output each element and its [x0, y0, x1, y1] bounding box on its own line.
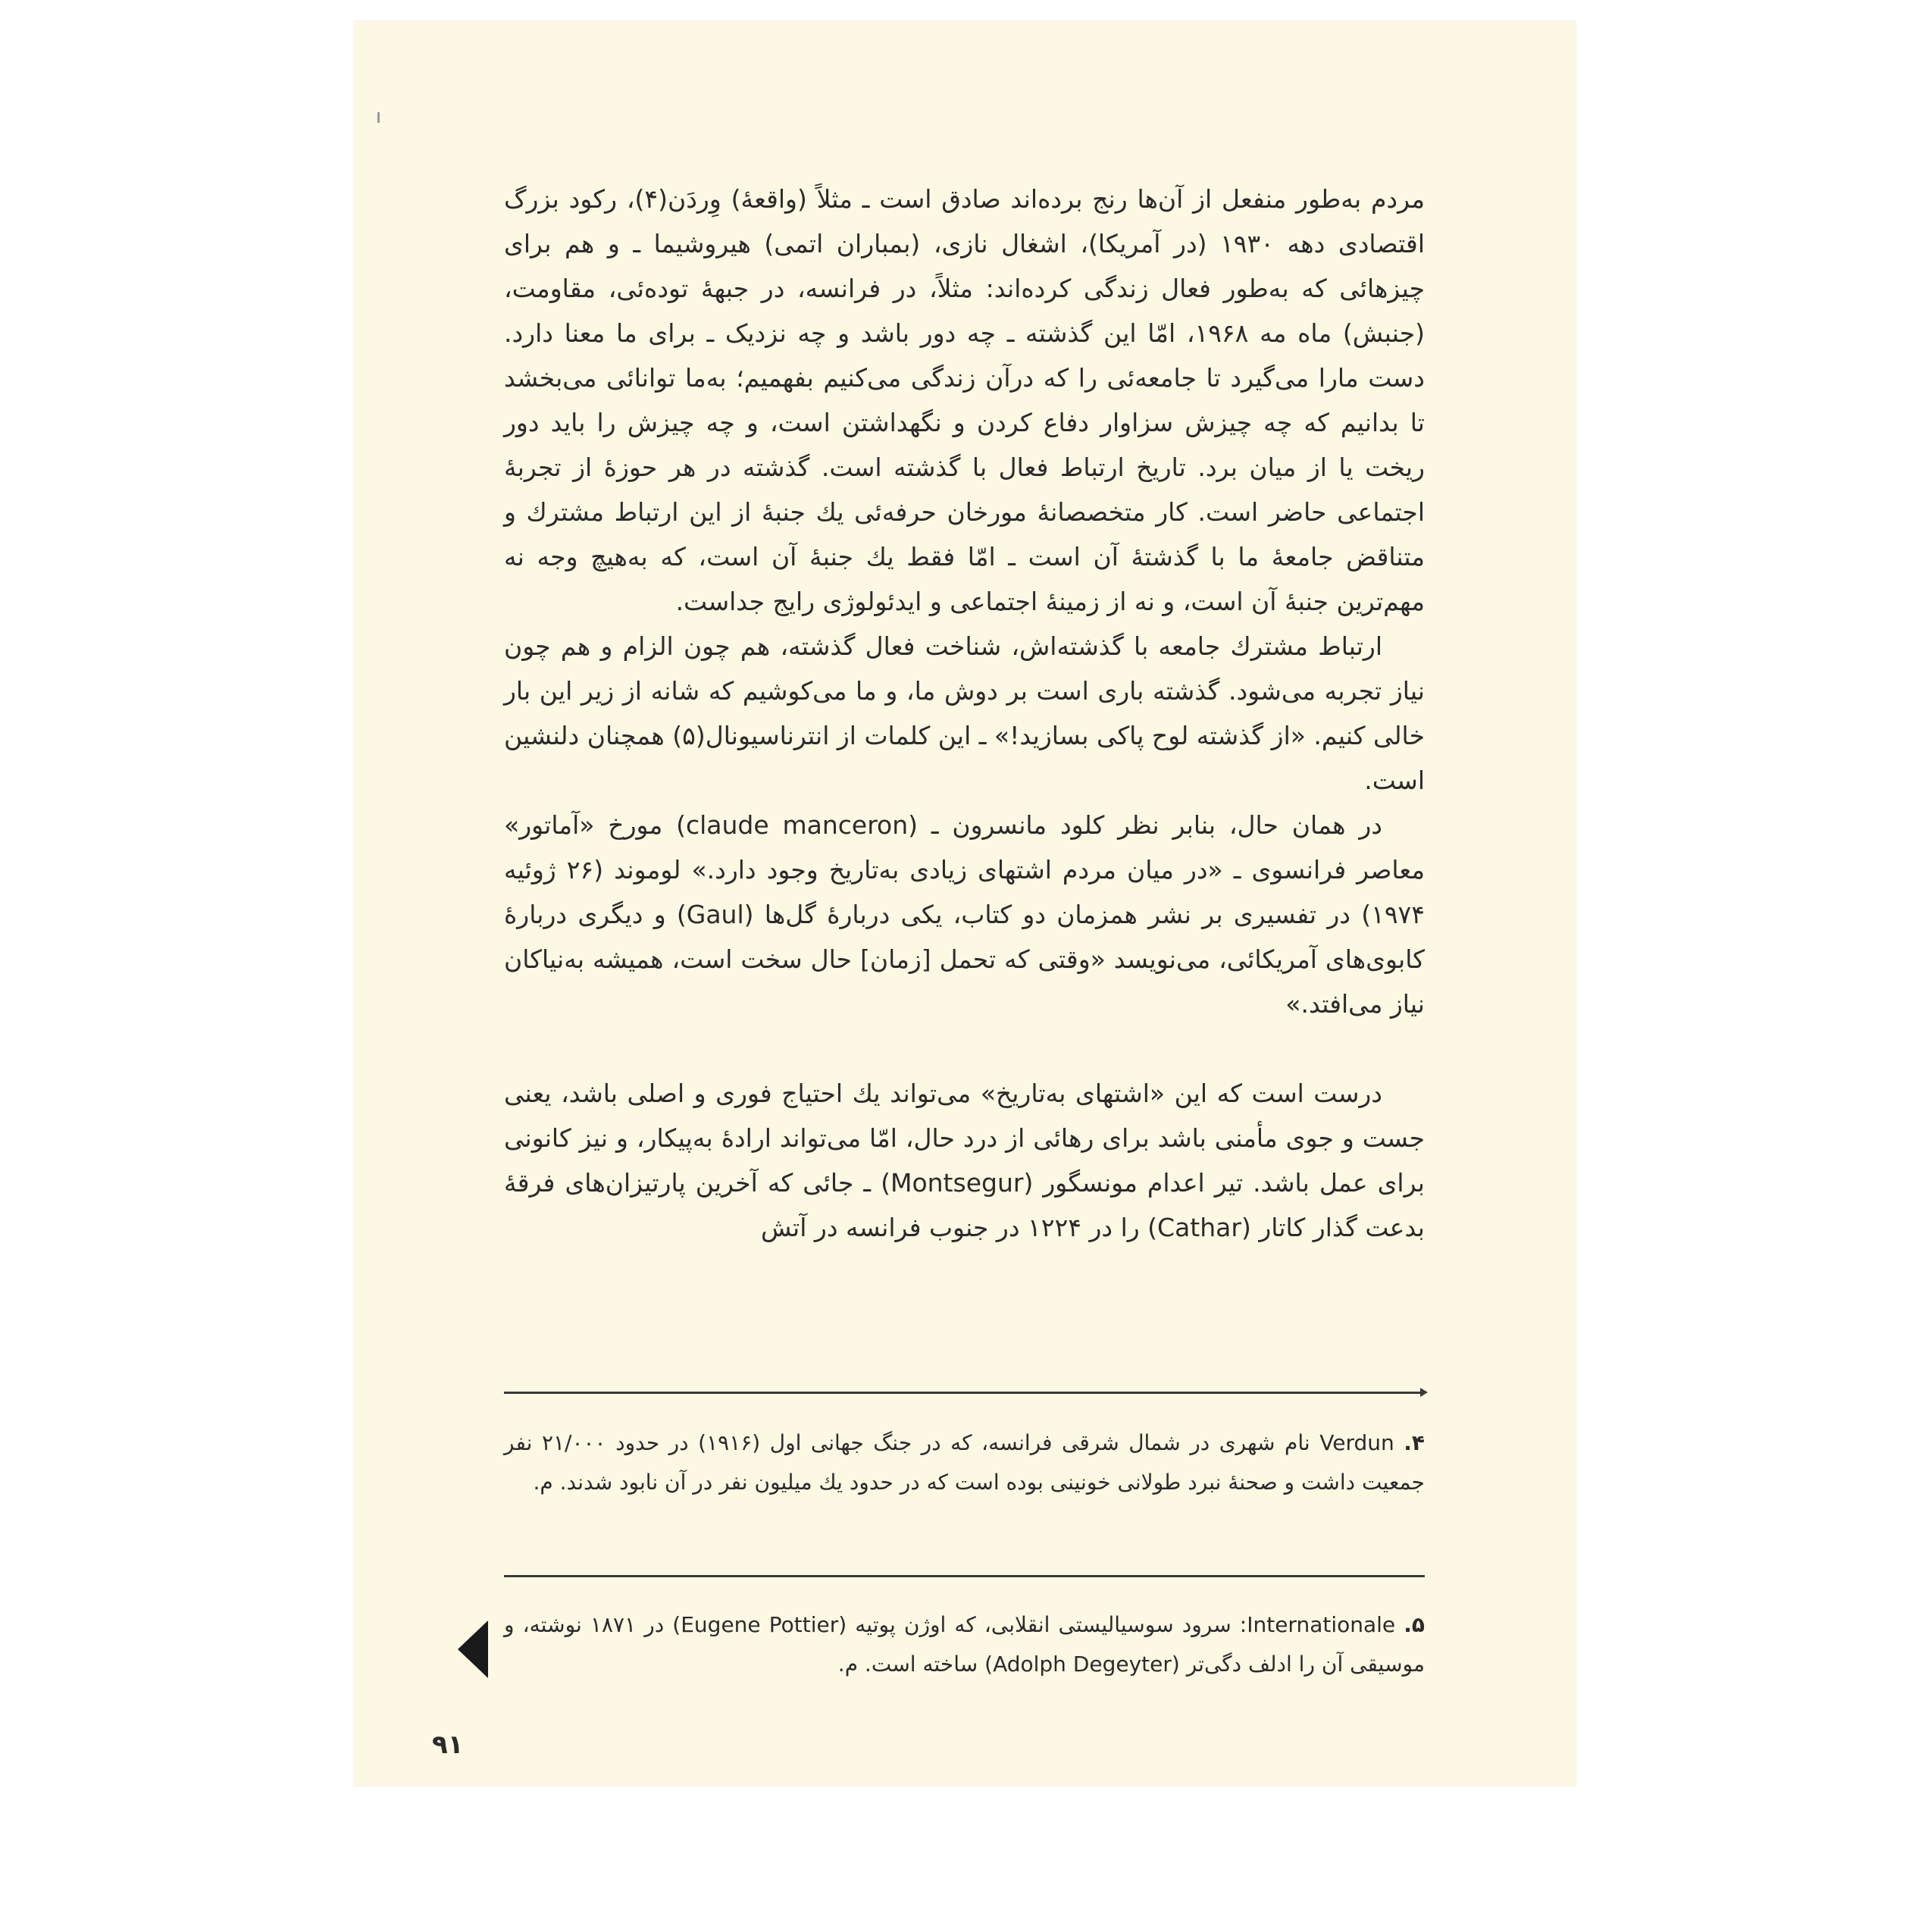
- footnote-4: [504, 1423, 1425, 1502]
- footnote-4-number: ۴.: [1404, 1430, 1426, 1455]
- body-text: [504, 177, 1425, 1250]
- footnote-5-text: Internationale: سرود سوسیالیستی انقلابی، که اوژن پوتیه (Eugene Pottier) در ۱۸۷۱ نوشته، و موسیقی آن را ادلف دگی‌تر (Adolph Degeyter) ساخته است. م.: [504, 1612, 1425, 1677]
- footnote-4-text: Verdun نام شهری در شمال شرقی فرانسه، که در جنگ جهانی اول (۱۹۱۶) در حدود ۲۱/۰۰۰ نفر جمعیت داشت و صحنهٔ نبرد طولانی خونینی بوده است که در حدود یك میلیون نفر در آن نابود شدند. م.: [504, 1430, 1425, 1495]
- footnote-divider: [504, 1392, 1425, 1394]
- divider-arrow-icon: [1420, 1388, 1428, 1397]
- footnote-5: [504, 1605, 1425, 1684]
- paragraph-2: ارتباط مشترك جامعه با گذشته‌اش، شناخت فعال گذشته، هم چون الزام و هم چون نیاز تجربه می‌شود. گذشته باری است بر دوش ما، و ما می‌کوشیم که شانه از زیر این بار خالی کنیم. «از گذشته لوح پاکی بسازید!» ـ این کلمات از انترناسیونال(۵) همچنان دلنشین است.: [504, 631, 1426, 795]
- page-number: ۹۱: [432, 1730, 464, 1760]
- triangle-marker-icon: [458, 1620, 488, 1678]
- paragraph-1: مردم به‌طور منفعل از آن‌ها رنج برده‌اند صادق است ـ مثلاً (واقعهٔ) وِردَن(۴)، رکود بزرگ اقتصادی دهه ۱۹۳۰ (در آمریکا)، اشغال نازی، (بمباران اتمی) هیروشیما ـ و هم برای چیزهائی که به‌طور فعال زندگی کرده‌اند: مثلاً، در فرانسه، در جبههٔ توده‌ئی، مقاومت، (جنبش) ماه مه ۱۹۶۸، امّا این گذشته ـ چه دور باشد و چه نزدیک ـ برای ما معنا دارد. دست مارا می‌گیرد تا جامعه‌ئی را که درآن زندگی می‌کنیم بفهمیم؛ به‌ما توانائی می‌بخشد تا بدانیم که چه چیزش سزاوار دفاع کردن و نگهداشتن است، و چه چیزش را باید دور ریخت یا از میان برد. تاریخ ارتباط فعال با گذشته است. گذشته در هر حوزهٔ از تجربهٔ اجتماعی حاضر است. کار متخصصانهٔ مورخان حرفه‌ئی یك جنبهٔ از این ارتباط مشترك و متناقض جامعهٔ ما با گذشتهٔ آن است ـ امّا فقط یك جنبهٔ آن است، که به‌هیچ وجه نه مهم‌ترین جنبهٔ آن است، و نه از زمینهٔ اجتماعی و ایدئولوژی رایج جداست.: [504, 184, 1425, 616]
- paragraph-3: در همان حال، بنابر نظر کلود مانسرون ـ (claude manceron) مورخ «آماتور» معاصر فرانسوی ـ «در میان مردم اشتهای زیادی به‌تاریخ وجود دارد.» لوموند (۲۶ ژوئیه ۱۹۷۴) در تفسیری بر نشر همزمان دو کتاب، یکی دربارهٔ گل‌ها (Gaul) و دیگری دربارهٔ کابوی‌های آمریکائی، می‌نویسد «وقتی که تحمل [زمان] حال سخت است، همیشه به‌نیاکان نیاز می‌افتد.»: [504, 810, 1425, 1019]
- footnote-5-number: ۵.: [1404, 1612, 1425, 1637]
- footnote-divider-2: [504, 1575, 1425, 1577]
- page-speck: [377, 112, 380, 123]
- paragraph-4: درست است که این «اشتهای به‌تاریخ» می‌تواند یك احتیاج فوری و اصلی باشد، یعنی جست و جوی مأمنی باشد برای رهائی از درد حال، امّا می‌تواند ارادهٔ به‌پیکار، و نیز کانونی برای عمل باشد. تیر اعدام مونسگور (Montsegur) ـ جائی که آخرین پارتیزان‌های فرقهٔ بدعت گذار کاتار (Cathar) را در ۱۲۲۴ در جنوب فرانسه در آتش: [504, 1079, 1425, 1242]
